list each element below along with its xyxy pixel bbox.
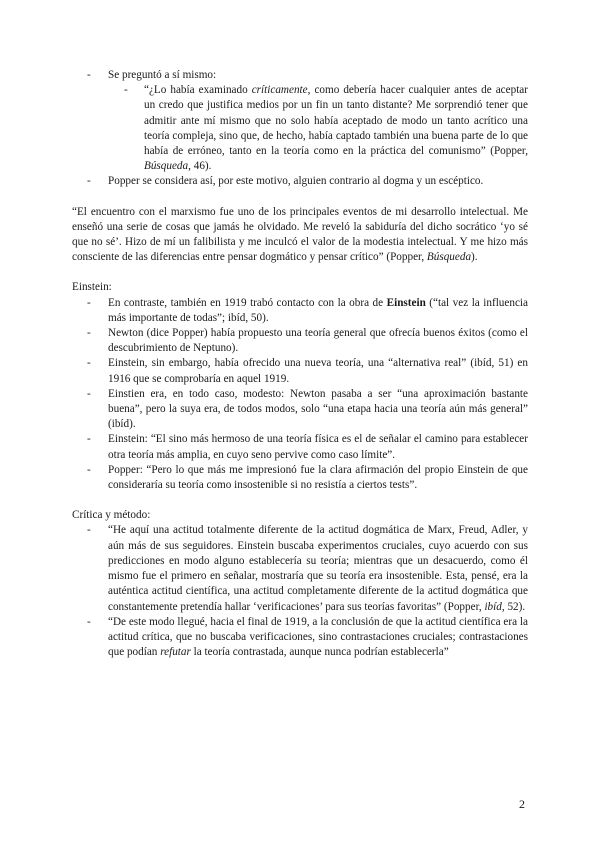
quote-list-item: - “¿Lo había examinado críticamente, como debería hacer cualquier antes de aceptar un credo que justifica medios por un fin un tanto distante? Me sorprendió tener que admitir ante mí mismo que no solo había aceptado de modo un tanto acrítico una teoría compleja, sino que, de hecho, había captado también una buena parte de lo que había de erróneo, tanto en la teoría como en la práctica del comunismo” (Popper, Búsqueda, 46).	[108, 83, 528, 174]
list-item: - Newton (dice Popper) había propuesto una teoría general que ofrecía buenos éxitos (como el descubrimiento de Neptuno).	[72, 326, 528, 356]
page-number: 2	[519, 797, 525, 811]
list-item: - Einstein, sin embargo, había ofrecido una nueva teoría, una “alternativa real” (ibíd, 51) en 1916 que se comprobaría en aquel 1919.	[72, 356, 528, 386]
list-item: - “De este modo llegué, hacia el final de 1919, a la conclusión de que la actitud científica era la actitud crítica, que no buscaba verificaciones, sino contrastaciones cruciales; contrastaciones que podían refutar la teoría contrastada, aunque nunca podrían establecerla”	[72, 615, 528, 661]
list-item: - Se preguntó a sí mismo:	[72, 68, 528, 83]
list-item: - Popper se considera así, por este motivo, alguien contrario al dogma y un escéptico.	[72, 174, 528, 189]
list-item: - En contraste, también en 1919 trabó contacto con la obra de Einstein (“tal vez la influencia más importante de todas”; ibíd, 50).	[72, 296, 528, 326]
encuentro-paragraph: “El encuentro con el marxismo fue uno de los principales eventos de mi desarrollo intelectual. Me enseñó una serie de cosas que jamás he olvidado. Me reveló la sabiduría del dicho socrático ‘yo sé que no sé’. Hizo de mí un falibilista y me inculcó el valor de la modestia intelectual. Y me hizo más consciente de las diferencias entre pensar dogmático y pensar crítico” (Popper, Búsqueda).	[72, 205, 528, 264]
list-item: - Einstien era, en todo caso, modesto: Newton pasaba a ser “una aproximación bastante buena”, pero la suya era, de todos modos, solo “una etapa hacia una teoría aún más general” (ibíd).	[72, 387, 528, 433]
page-content	[72, 68, 528, 660]
list-item: - Popper: “Pero lo que más me impresionó fue la clara afirmación del propio Einstein de que consideraría su teoría como insostenible si no resistía a ciertos tests”.	[72, 463, 528, 493]
section-heading-critica: Crítica y método:	[72, 509, 151, 522]
section-heading-einstein: Einstein:	[72, 281, 112, 294]
list-item: - Einstein: “El sino más hermoso de una teoría física es el de señalar el camino para establecer otra teoría más amplia, en cuyo seno pervive como caso límite”.	[72, 432, 528, 462]
list-item: - “He aquí una actitud totalmente diferente de la actitud dogmática de Marx, Freud, Adler, y aún más de sus seguidores. Einstein buscaba experimentos cruciales, cuyo acuerdo con sus predicciones en modo alguno establecería su teoría; mientras que un desacuerdo, como él mismo fue el primero en señalar, mostraría que su teoría era insostenible. Esta, pensé, era la auténtica actitud científica, una actitud completamente diferente de la actitud dogmática que constantemente pretendía hallar ‘verificaciones’ para sus teorías favoritas” (Popper, ibíd, 52).	[72, 523, 528, 614]
